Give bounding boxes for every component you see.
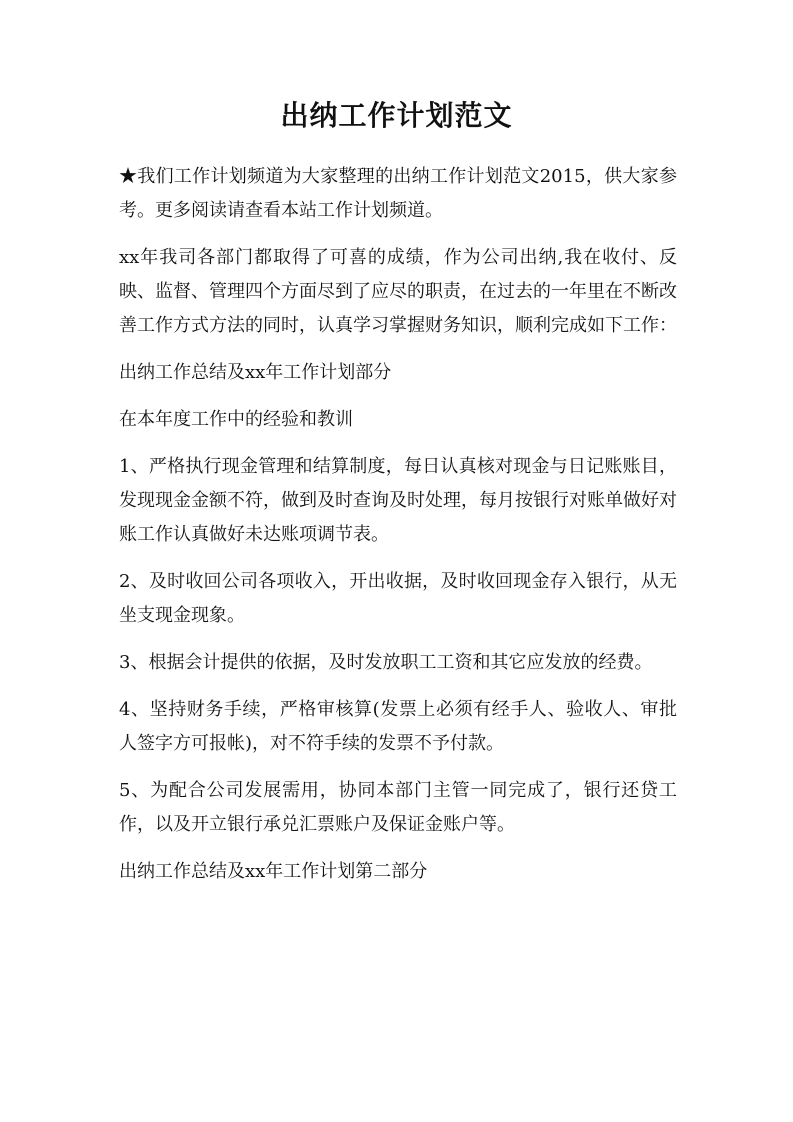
list-item-2: 2、及时收回公司各项收入，开出收据，及时收回现金存入银行，从无坐支现金现象。: [119, 571, 677, 626]
section-heading-part-two: 出纳工作总结及xx年工作计划第二部分: [119, 861, 428, 882]
intro-paragraph: ★我们工作计划频道为大家整理的出纳工作计划范文2015，供大家参考。更多阅读请查看本站工作计划频道。: [119, 166, 677, 221]
subsection-heading-experience: 在本年度工作中的经验和教训: [119, 409, 353, 430]
document-title: 出纳工作计划范文: [280, 99, 513, 132]
list-item-1: 1、严格执行现金管理和结算制度，每日认真核对现金与日记账账目，发现现金金额不符，做到及时查询及时处理，每月按银行对账单做好对账工作认真做好未达账项调节表。: [119, 456, 677, 545]
list-item-4: 4、坚持财务手续，严格审核算(发票上必须有经手人、验收人、审批人签字方可报帐)，对不符手续的发票不予付款。: [119, 699, 677, 754]
list-item-3: 3、根据会计提供的依据，及时发放职工工资和其它应发放的经费。: [119, 652, 653, 673]
list-item-5: 5、为配合公司发展需用，协同本部门主管一同完成了，银行还贷工作，以及开立银行承兑汇票账户及保证金账户等。: [119, 780, 677, 835]
section-heading-part-one: 出纳工作总结及xx年工作计划部分: [119, 362, 392, 383]
document-body: [119, 160, 677, 902]
summary-paragraph: xx年我司各部门都取得了可喜的成绩，作为公司出纳,我在收付、反映、监督、管理四个方面尽到了应尽的职责，在过去的一年里在不断改善工作方式方法的同时，认真学习掌握财务知识，顺利完成如下工作：: [119, 247, 677, 336]
